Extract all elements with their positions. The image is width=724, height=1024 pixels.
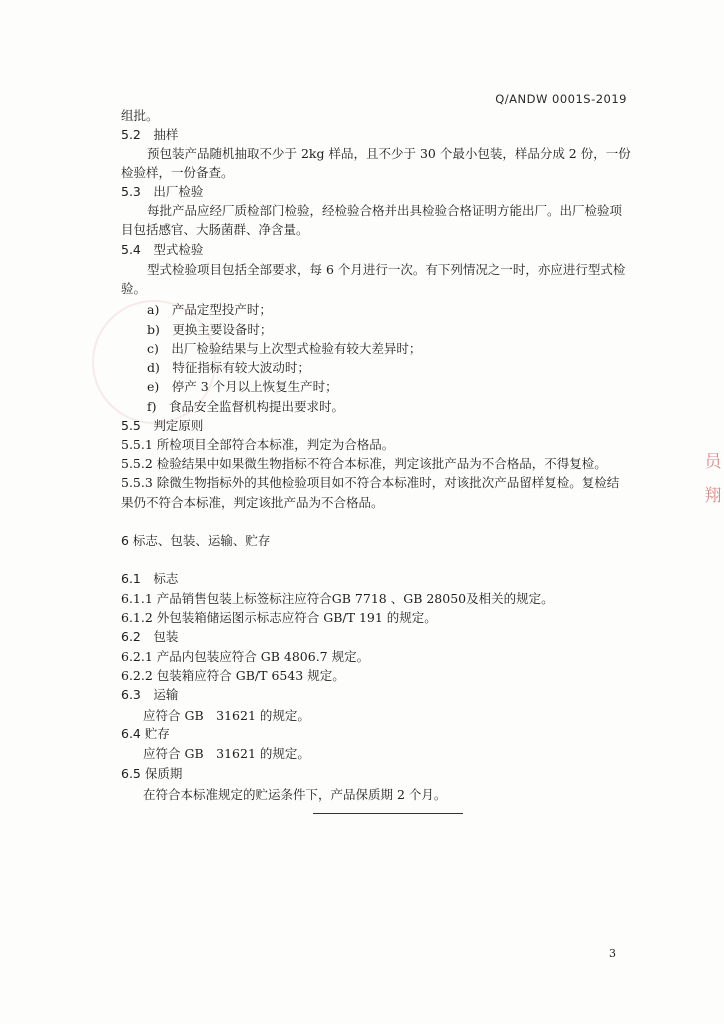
text-line: 型式检验项目包括全部要求，每 6 个月进行一次。有下列情况之一时，亦应进行型式检 bbox=[147, 262, 626, 277]
section-heading: 6.5 保质期 bbox=[121, 766, 183, 781]
list-item: b) 更换主要设备时； bbox=[147, 322, 273, 337]
text-line: 5.5.2 检验结果中如果微生物指标不符合本标准，判定该批产品为不合格品，不得复检。 bbox=[121, 456, 607, 471]
text-line: 目包括感官、大肠菌群、净含量。 bbox=[121, 222, 309, 237]
chapter-heading: 6 标志、包装、运输、贮存 bbox=[121, 533, 271, 548]
text-line: 果仍不符合本标准，判定该批产品为不合格品。 bbox=[121, 495, 384, 510]
end-rule bbox=[313, 813, 463, 814]
text-line: 每批产品应经厂质检部门检验，经检验合格并出具检验合格证明方能出厂。出厂检验项 bbox=[147, 203, 623, 218]
section-heading: 5.3 出厂检验 bbox=[121, 184, 204, 199]
edge-mark: 员 bbox=[704, 452, 722, 472]
text-line: 应符合 GB 31621 的规定。 bbox=[143, 746, 310, 761]
section-heading: 6.2 包装 bbox=[121, 629, 179, 644]
section-heading: 6.1 标志 bbox=[121, 571, 179, 586]
list-item: e) 停产 3 个月以上恢复生产时； bbox=[147, 379, 338, 394]
list-item: d) 特征指标有较大波动时； bbox=[147, 360, 310, 375]
text-line: 在符合本标准规定的贮运条件下，产品保质期 2 个月。 bbox=[143, 787, 447, 802]
text-line: 5.5.1 所检项目全部符合本标准，判定为合格品。 bbox=[121, 437, 395, 452]
list-item: f) 食品安全监督机构提出要求时。 bbox=[147, 399, 345, 414]
section-heading: 6.4 贮存 bbox=[121, 726, 170, 741]
list-item: c) 出厂检验结果与上次型式检验有较大差异时； bbox=[147, 341, 422, 356]
edge-mark: 翔 bbox=[704, 486, 722, 506]
section-heading: 6.3 运输 bbox=[121, 687, 179, 702]
section-heading: 5.5 判定原则 bbox=[121, 418, 204, 433]
text-line: 预包装产品随机抽取不少于 2kg 样品，且不少于 30 个最小包装，样品分成 2 份，一份 bbox=[147, 146, 631, 161]
text-line: 验。 bbox=[121, 281, 147, 296]
standard-code-header: Q/ANDW 0001S-2019 bbox=[495, 92, 627, 106]
text-line: 6.1.2 外包装箱储运图示标志应符合 GB/T 191 的规定。 bbox=[121, 610, 437, 625]
section-heading: 5.4 型式检验 bbox=[121, 242, 204, 257]
edge-stamp-marks bbox=[702, 445, 724, 513]
text-line: 应符合 GB 31621 的规定。 bbox=[143, 708, 310, 723]
text-line: 6.2.2 包装箱应符合 GB/T 6543 规定。 bbox=[121, 668, 345, 683]
text-line: 组批。 bbox=[121, 108, 159, 123]
page-number: 3 bbox=[609, 947, 616, 960]
list-item: a) 产品定型投产时； bbox=[147, 302, 272, 317]
text-line: 5.5.3 除微生物指标外的其他检验项目如不符合本标准时，对该批次产品留样复检。复检结 bbox=[121, 475, 620, 490]
text-line: 6.1.1 产品销售包装上标签标注应符合GB 7718 、GB 28050及相关的规定。 bbox=[121, 591, 554, 606]
text-line: 检验样，一份备查。 bbox=[121, 165, 234, 180]
section-heading: 5.2 抽样 bbox=[121, 127, 179, 142]
text-line: 6.2.1 产品内包装应符合 GB 4806.7 规定。 bbox=[121, 649, 370, 664]
